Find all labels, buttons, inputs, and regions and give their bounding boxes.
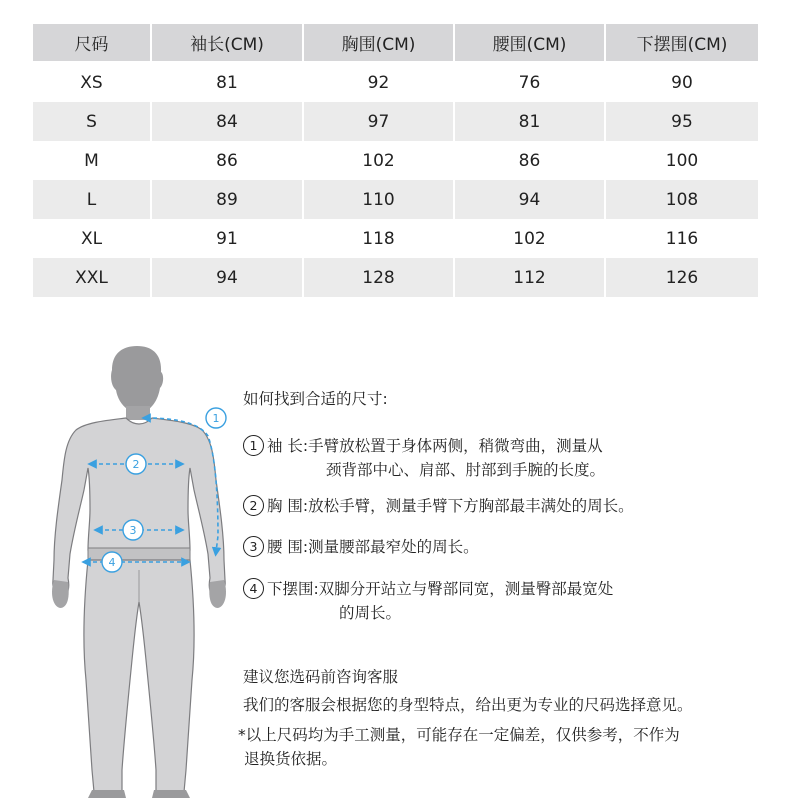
- step-text-continued: 的周长。: [339, 604, 402, 622]
- cell-chest: 118: [303, 219, 454, 258]
- header-chest: 胸围(CM): [303, 24, 454, 62]
- cell-waist: 102: [454, 219, 605, 258]
- cell-waist: 86: [454, 141, 605, 180]
- step-text-continued: 颈背部中心、肩部、肘部到手腕的长度。: [326, 461, 606, 479]
- marker-3: [123, 520, 143, 540]
- step-text: 放松手臂，测量手臂下方胸部最丰满处的周长。: [308, 497, 634, 515]
- step-label: 袖 长:: [267, 437, 309, 455]
- cell-chest: 97: [303, 102, 454, 141]
- step-label: 胸 围:: [267, 497, 309, 515]
- cell-size: XXL: [33, 258, 151, 297]
- disclaimer-note: [238, 723, 778, 771]
- step-number: 3: [243, 536, 264, 557]
- cell-sleeve: 81: [151, 62, 303, 102]
- table-row: [33, 141, 758, 180]
- header-size: 尺码: [33, 24, 151, 62]
- cell-hem: 90: [605, 62, 758, 102]
- svg-text:1: 1: [212, 412, 220, 425]
- cell-chest: 110: [303, 180, 454, 219]
- advice-text: 我们的客服会根据您的身型特点，给出更为专业的尺码选择意见。: [243, 696, 693, 714]
- marker-1: [206, 408, 226, 428]
- step-label: 腰 围:: [267, 538, 309, 556]
- body-silhouette: [52, 346, 226, 798]
- cell-sleeve: 89: [151, 180, 303, 219]
- table-row: [33, 258, 758, 297]
- cell-sleeve: 86: [151, 141, 303, 180]
- cell-hem: 95: [605, 102, 758, 141]
- step-text: 测量腰部最窄处的周长。: [308, 538, 479, 556]
- cell-size: XS: [80, 72, 103, 93]
- cell-waist: 112: [454, 258, 605, 297]
- note-text: *以上尺码均为手工测量，可能存在一定偏差，仅供参考，不作为: [238, 726, 680, 744]
- step-number: 1: [243, 435, 264, 456]
- marker-2: [126, 454, 146, 474]
- guide-title: 如何找到合适的尺寸:: [243, 390, 388, 408]
- cell-size: M: [84, 150, 99, 171]
- step-hem: [243, 577, 613, 625]
- step-chest: [243, 494, 634, 518]
- table-row: [33, 219, 758, 258]
- cell-chest: 102: [303, 141, 454, 180]
- cell-waist: 94: [454, 180, 605, 219]
- header-hem: 下摆围(CM): [605, 24, 758, 62]
- table-header-row: [33, 24, 758, 62]
- cell-waist: 81: [454, 102, 605, 141]
- cell-chest: 92: [303, 62, 454, 102]
- svg-text:3: 3: [129, 524, 137, 537]
- body-measurement-figure: [40, 340, 240, 800]
- cell-size: L: [33, 180, 151, 219]
- cell-chest: 128: [303, 258, 454, 297]
- step-number: 2: [243, 495, 264, 516]
- cell-sleeve: 94: [151, 258, 303, 297]
- size-chart-table: [33, 24, 758, 297]
- cell-size: S: [33, 102, 151, 141]
- cell-waist: 76: [454, 62, 605, 102]
- advice-title: 建议您选码前咨询客服: [243, 668, 399, 686]
- marker-4: [102, 552, 122, 572]
- step-waist: [243, 535, 479, 559]
- step-sleeve: [243, 434, 605, 482]
- step-number: 4: [243, 578, 264, 599]
- cell-hem: 116: [605, 219, 758, 258]
- cell-hem: 100: [605, 141, 758, 180]
- table-row: [33, 102, 758, 141]
- step-label: 下摆围:: [267, 580, 319, 598]
- svg-text:4: 4: [108, 556, 116, 569]
- cell-size: XL: [80, 228, 103, 249]
- table-row: [33, 180, 758, 219]
- table-row: [33, 62, 758, 102]
- cell-sleeve: 84: [151, 102, 303, 141]
- header-sleeve: 袖长(CM): [151, 24, 303, 62]
- cell-hem: 108: [605, 180, 758, 219]
- cell-hem: 126: [605, 258, 758, 297]
- cell-sleeve: 91: [151, 219, 303, 258]
- step-text: 手臂放松置于身体两侧，稍微弯曲，测量从: [308, 437, 603, 455]
- note-text-continued: 退换货依据。: [244, 750, 338, 768]
- svg-text:2: 2: [132, 458, 140, 471]
- header-waist: 腰围(CM): [454, 24, 605, 62]
- step-text: 双脚分开站立与臀部同宽，测量臀部最宽处: [318, 580, 614, 598]
